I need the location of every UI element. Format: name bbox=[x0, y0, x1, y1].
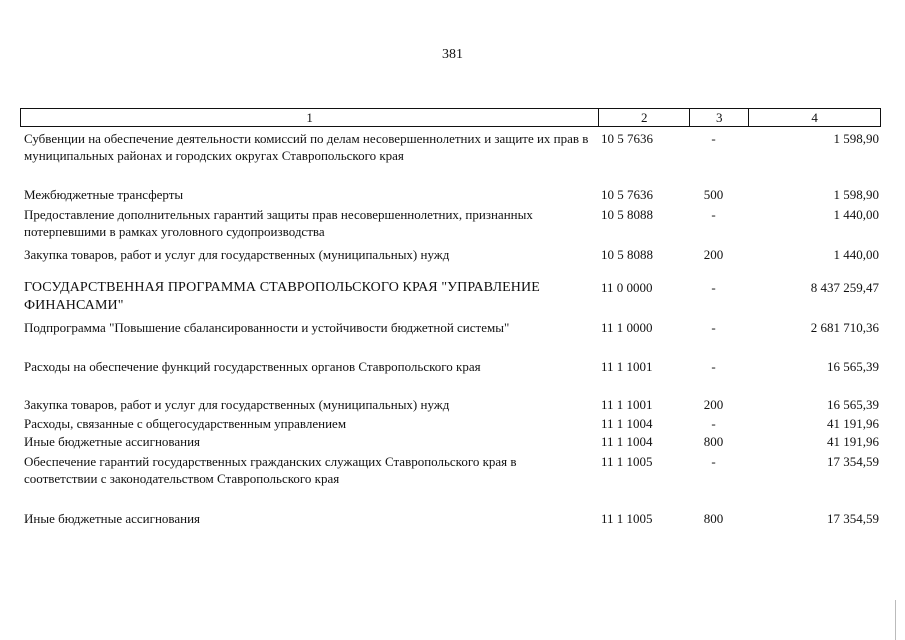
table-row bbox=[20, 206, 881, 240]
page-number: 381 bbox=[442, 47, 463, 62]
row-amount: 1 440,00 bbox=[833, 247, 879, 262]
row-type: - bbox=[711, 131, 716, 146]
row-code: 10 5 8088 bbox=[601, 247, 653, 262]
row-code: 10 5 8088 bbox=[601, 207, 653, 222]
row-name: Подпрограмма "Повышение сбалансированности и устойчивости бюджетной системы" bbox=[24, 320, 510, 335]
row-code: 11 0 0000 bbox=[601, 280, 653, 295]
row-code: 11 1 1005 bbox=[601, 511, 653, 526]
row-amount: 2 681 710,36 bbox=[810, 320, 879, 335]
table-row bbox=[20, 279, 881, 315]
row-name: Закупка товаров, работ и услуг для государственных (муниципальных) нужд bbox=[24, 247, 450, 262]
row-amount: 16 565,39 bbox=[827, 397, 879, 412]
row-name: Предоставление дополнительных гарантий защиты прав несовершеннолетних, признанных потерпевшими в рамках уголовного судопроизводства bbox=[24, 207, 533, 239]
table-row bbox=[20, 510, 881, 527]
row-type: - bbox=[711, 359, 716, 374]
row-name: Межбюджетные трансферты bbox=[24, 187, 184, 202]
row-type: 800 bbox=[703, 511, 724, 526]
table-header-row bbox=[20, 108, 881, 127]
row-type: 200 bbox=[703, 397, 724, 412]
table-row bbox=[20, 396, 881, 413]
row-name: Расходы на обеспечение функций государственных органов Ставропольского края bbox=[24, 359, 481, 374]
row-type: 200 bbox=[703, 247, 724, 262]
row-amount: 8 437 259,47 bbox=[810, 280, 879, 295]
row-type: - bbox=[711, 454, 716, 469]
row-name: Иные бюджетные ассигнования bbox=[24, 434, 201, 449]
row-name: Обеспечение гарантий государственных гражданских служащих Ставропольского края в соответствии с законодательством Ставропольского края bbox=[24, 454, 517, 486]
table-row bbox=[20, 130, 881, 164]
table-row bbox=[20, 186, 881, 203]
row-type: 500 bbox=[703, 187, 724, 202]
table-row bbox=[20, 319, 881, 336]
row-amount: 1 598,90 bbox=[833, 131, 879, 146]
row-name: Закупка товаров, работ и услуг для государственных (муниципальных) нужд bbox=[24, 397, 450, 412]
row-type: 800 bbox=[703, 434, 724, 449]
row-type: - bbox=[711, 320, 716, 335]
row-code: 10 5 7636 bbox=[601, 131, 653, 146]
row-amount: 41 191,96 bbox=[827, 434, 879, 449]
row-name: Субвенции на обеспечение деятельности комиссий по делам несовершеннолетних и защите их прав в муниципальных районах и городских округах Ставропольского края bbox=[24, 131, 589, 163]
row-code: 11 1 1001 bbox=[601, 359, 653, 374]
row-amount: 1 440,00 bbox=[833, 207, 879, 222]
scan-edge-mark bbox=[895, 600, 896, 640]
table-row bbox=[20, 415, 881, 432]
row-amount: 16 565,39 bbox=[827, 359, 879, 374]
table-row bbox=[20, 246, 881, 263]
row-code: 11 1 1004 bbox=[601, 416, 653, 431]
budget-table bbox=[20, 108, 881, 526]
row-code: 11 1 1005 bbox=[601, 454, 653, 469]
row-amount: 17 354,59 bbox=[827, 511, 879, 526]
table-row bbox=[20, 358, 881, 375]
column-header-4: 4 bbox=[749, 109, 881, 126]
row-code: 11 1 1004 bbox=[601, 434, 653, 449]
row-type: - bbox=[711, 207, 716, 222]
row-name: ГОСУДАРСТВЕННАЯ ПРОГРАММА СТАВРОПОЛЬСКОГО КРАЯ "УПРАВЛЕНИЕ ФИНАНСАМИ" bbox=[24, 280, 540, 313]
row-amount: 1 598,90 bbox=[833, 187, 879, 202]
column-header-2: 2 bbox=[599, 109, 690, 126]
table-row bbox=[20, 453, 881, 487]
row-name: Расходы, связанные с общегосударственным управлением bbox=[24, 416, 347, 431]
row-type: - bbox=[711, 280, 716, 295]
column-header-3: 3 bbox=[690, 109, 749, 126]
row-amount: 41 191,96 bbox=[827, 416, 879, 431]
row-name: Иные бюджетные ассигнования bbox=[24, 511, 201, 526]
row-amount: 17 354,59 bbox=[827, 454, 879, 469]
row-code: 11 1 0000 bbox=[601, 320, 653, 335]
table-row bbox=[20, 433, 881, 450]
row-code: 10 5 7636 bbox=[601, 187, 653, 202]
column-header-1: 1 bbox=[21, 109, 599, 126]
row-code: 11 1 1001 bbox=[601, 397, 653, 412]
row-type: - bbox=[711, 416, 716, 431]
